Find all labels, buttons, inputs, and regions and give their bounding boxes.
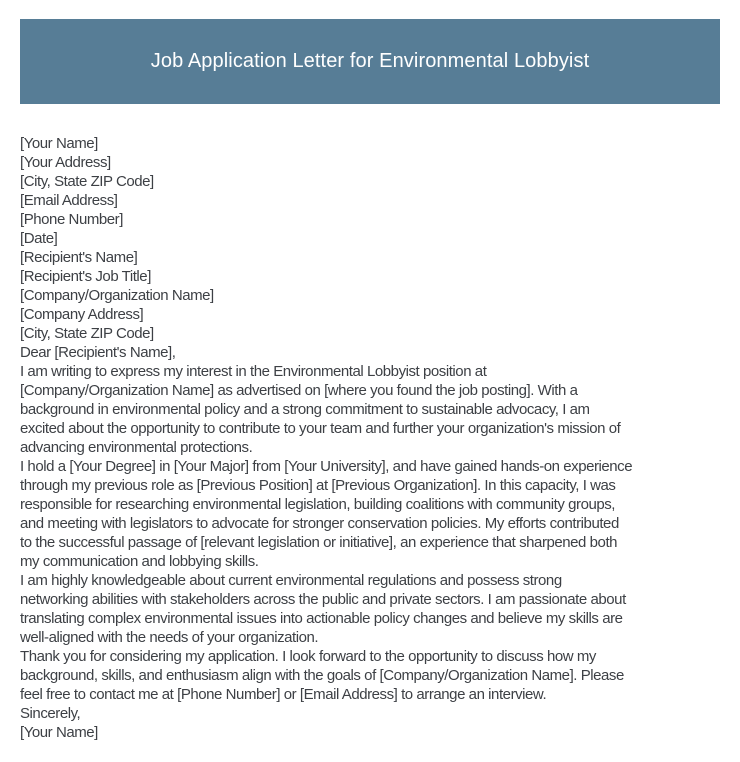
paragraph-line: and meeting with legislators to advocate for stronger conservation policies. My efforts contributed (20, 515, 619, 532)
paragraph-line: [Company/Organization Name] as advertised on [where you found the job posting]. With a (20, 382, 578, 399)
signature: [Your Name] (20, 724, 98, 741)
paragraph-line: I am highly knowledgeable about current environmental regulations and possess strong (20, 572, 562, 589)
paragraph-line: I am writing to express my interest in the Environmental Lobbyist position at (20, 363, 487, 380)
salutation: Dear [Recipient's Name], (20, 344, 176, 361)
sender-line: [Your Name] (20, 135, 98, 152)
recipient-address-block (20, 248, 724, 343)
paragraph-line: feel free to contact me at [Phone Number] or [Email Address] to arrange an interview. (20, 686, 547, 703)
sender-line: [Phone Number] (20, 211, 123, 228)
sender-line: [City, State ZIP Code] (20, 173, 154, 190)
paragraph-line: Thank you for considering my application. I look forward to the opportunity to discuss how my (20, 648, 596, 665)
paragraph-line: background, skills, and enthusiasm align with the goals of [Company/Organization Name]. Please (20, 667, 624, 684)
paragraph-line: responsible for researching environmental legislation, building coalitions with community groups, (20, 496, 616, 513)
paragraph-line: networking abilities with stakeholders across the public and private sectors. I am passionate about (20, 591, 626, 608)
paragraph (20, 571, 724, 647)
paragraph-line: to the successful passage of [relevant legislation or initiative], an experience that sharpened both (20, 534, 618, 551)
page-title: Job Application Letter for Environmental Lobbyist (150, 50, 590, 72)
document-header-bar (20, 19, 720, 104)
paragraph-line: well-aligned with the needs of your organization. (20, 629, 319, 646)
recipient-line: [Company Address] (20, 306, 144, 323)
paragraph-line: translating complex environmental issues into actionable policy changes and believe my skills are (20, 610, 623, 627)
recipient-line: [City, State ZIP Code] (20, 325, 154, 342)
letter-body (20, 134, 724, 742)
paragraph-line: my communication and lobbying skills. (20, 553, 259, 570)
sender-line: [Your Address] (20, 154, 111, 171)
sender-line: [Date] (20, 230, 58, 247)
paragraph (20, 457, 724, 571)
recipient-line: [Recipient's Job Title] (20, 268, 151, 285)
paragraph (20, 362, 724, 457)
paragraph-line: advancing environmental protections. (20, 439, 253, 456)
recipient-line: [Company/Organization Name] (20, 287, 214, 304)
sender-address-block (20, 134, 724, 248)
sender-line: [Email Address] (20, 192, 118, 209)
paragraph-line: excited about the opportunity to contribute to your team and further your organization's mission of (20, 420, 621, 437)
paragraph-line: background in environmental policy and a strong commitment to sustainable advocacy, I am (20, 401, 590, 418)
paragraph-line: through my previous role as [Previous Position] at [Previous Organization]. In this capacity, I was (20, 477, 616, 494)
closing: Sincerely, (20, 705, 81, 722)
paragraph (20, 647, 724, 704)
recipient-line: [Recipient's Name] (20, 249, 138, 266)
paragraph-line: I hold a [Your Degree] in [Your Major] from [Your University], and have gained hands-on experience (20, 458, 633, 475)
